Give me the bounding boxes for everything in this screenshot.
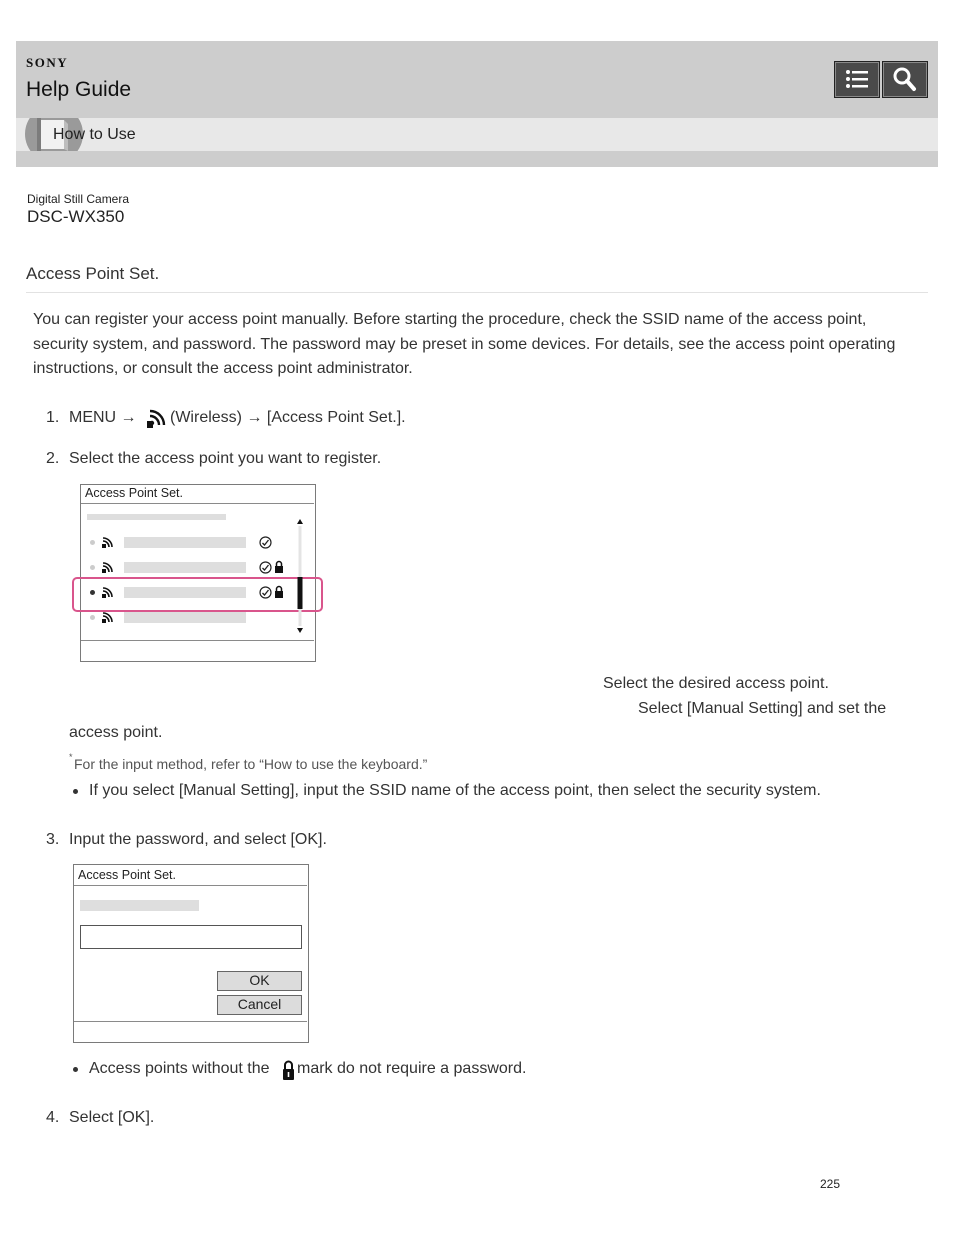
row-2-indicator	[90, 565, 95, 570]
screen-1-footer-divider	[81, 640, 314, 641]
row-4-ssid-placeholder	[124, 612, 246, 623]
screen-2-label-placeholder	[80, 900, 199, 911]
section-bar	[16, 118, 938, 151]
step-1-text-after: (Wireless) → [Access Point Set.].	[170, 409, 406, 426]
step-2-note-line-3: access point.	[69, 724, 163, 741]
registered-check-icon	[259, 561, 272, 574]
footnote-mark: *	[69, 752, 73, 762]
step-3-number: 3.	[46, 831, 60, 848]
lock-icon	[282, 1059, 295, 1081]
intro-paragraph: You can register your access point manually. Before starting the procedure, check the SSID name of the access point, security system, and password. The password may be preset in some devices. For details, see the access point operating instructions, or consult the access point administrator.	[33, 311, 896, 377]
registered-check-icon	[259, 586, 272, 599]
screen-2-footer-divider	[74, 1021, 307, 1022]
row-1-ssid-placeholder	[124, 537, 246, 548]
header-bottom-band	[16, 151, 938, 167]
product-type: Digital Still Camera	[27, 192, 130, 206]
row-1-indicator	[90, 540, 95, 545]
screen-1-scrollbar[interactable]	[294, 519, 306, 633]
lock-icon	[274, 585, 284, 598]
row-2-ssid-placeholder	[124, 562, 246, 573]
manual-setting-bullet: If you select [Manual Setting], input the SSID name of the access point, then select the security system.	[89, 782, 821, 799]
password-field[interactable]	[80, 925, 302, 949]
footnote-text: For the input method, refer to “How to use the keyboard.”	[74, 756, 428, 772]
wireless-icon	[147, 408, 167, 429]
screen-2-title: Access Point Set.	[78, 868, 176, 882]
screen-2-title-divider	[74, 885, 307, 886]
screen-1-title-divider	[81, 503, 314, 504]
search-icon	[891, 66, 919, 92]
registered-check-icon	[259, 536, 272, 549]
list-icon	[843, 66, 871, 92]
brand-logo: SONY	[26, 55, 69, 70]
title-divider	[26, 292, 928, 293]
step-2-text: Select the access point you want to register.	[69, 450, 382, 467]
step-4-number: 4.	[46, 1109, 60, 1126]
step-3-text: Input the password, and select [OK].	[69, 831, 327, 848]
page-number: 225	[820, 1177, 841, 1191]
step-2-note-line-2: Select [Manual Setting] and set the	[638, 700, 887, 717]
signal-icon	[102, 536, 114, 548]
lock-note-before: Access points without the	[89, 1060, 270, 1077]
lock-note-after: mark do not require a password.	[297, 1060, 527, 1077]
password-entry-screen	[73, 864, 309, 1043]
signal-icon	[102, 561, 114, 573]
table-of-contents-button[interactable]	[834, 61, 880, 98]
step-4-text: Select [OK].	[69, 1109, 155, 1126]
step-1-text-before: MENU →	[69, 409, 137, 426]
lock-icon	[274, 560, 284, 573]
ok-button[interactable]: OK	[217, 971, 302, 991]
product-model: DSC-WX350	[27, 207, 125, 226]
step-1-number: 1.	[46, 409, 60, 426]
screen-1-heading-placeholder	[87, 514, 226, 520]
signal-icon	[102, 586, 114, 598]
screen-1-title: Access Point Set.	[85, 486, 183, 500]
page-title: Access Point Set.	[26, 264, 160, 283]
row-3-ssid-placeholder	[124, 587, 246, 598]
row-3-indicator	[90, 590, 95, 595]
bullet-dot	[73, 789, 78, 794]
help-guide-title: Help Guide	[26, 78, 132, 101]
header-bar	[16, 41, 938, 118]
signal-icon	[102, 611, 114, 623]
section-link[interactable]: How to Use	[53, 126, 136, 143]
step-2-note-line-1: Select the desired access point.	[603, 675, 829, 692]
search-button[interactable]	[882, 61, 928, 98]
row-4-indicator	[90, 615, 95, 620]
access-point-list-screen	[80, 484, 316, 662]
bullet-dot	[73, 1067, 78, 1072]
step-2-number: 2.	[46, 450, 60, 467]
cancel-button[interactable]: Cancel	[217, 995, 302, 1015]
